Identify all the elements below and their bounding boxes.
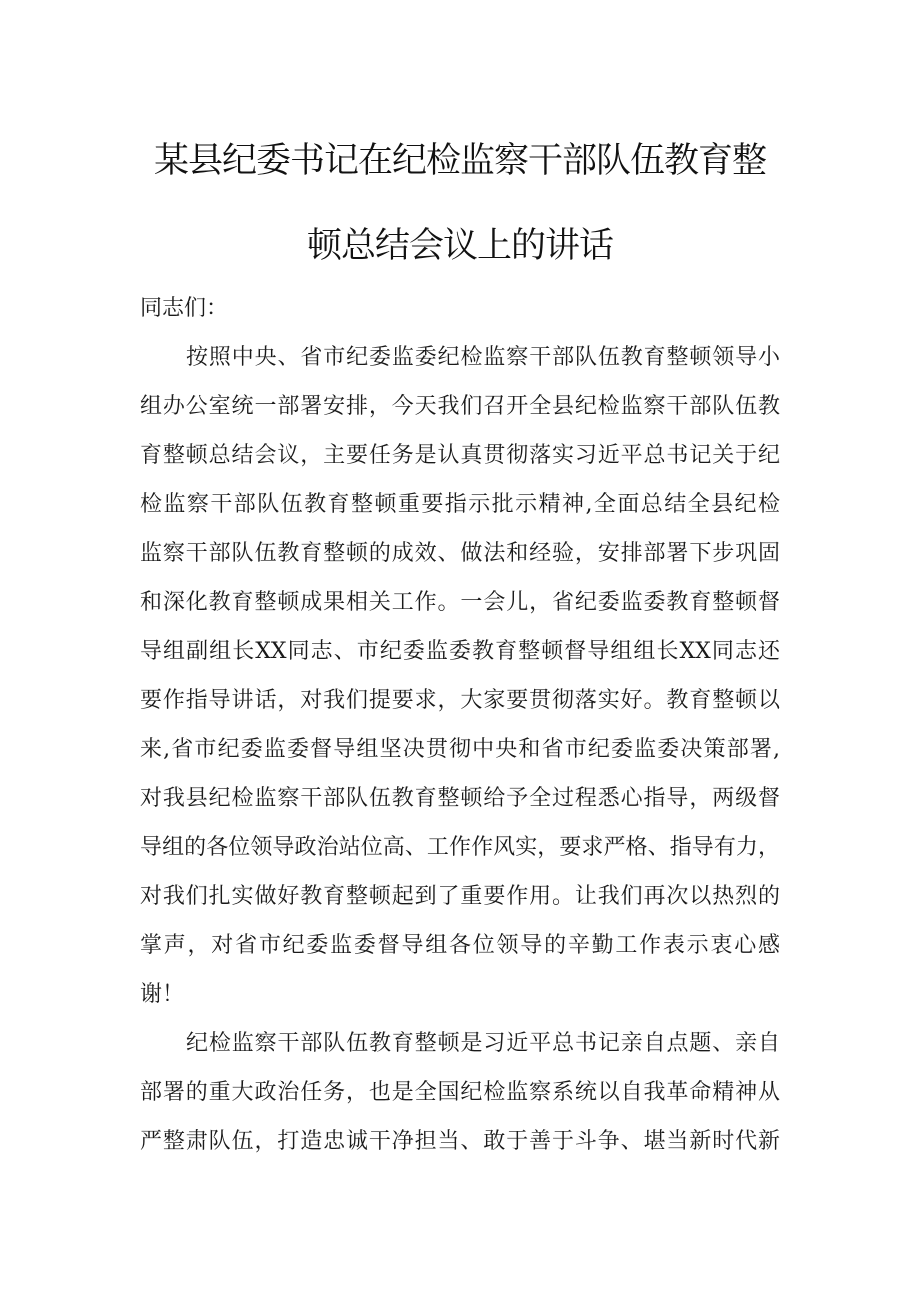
paragraph-line: 对我县纪检监察干部队伍教育整顿给予全过程悉心指导，两级督	[140, 786, 780, 811]
paragraph-line: 部署的重大政治任务，也是全国纪检监察系统以自我革命精神从	[140, 1080, 780, 1105]
paragraph-line: 严整肃队伍，打造忠诚干净担当、敢于善于斗争、堪当新时代新	[140, 1129, 780, 1154]
paragraph-line: 要作指导讲话，对我们提要求，大家要贯彻落实好。教育整顿以	[140, 688, 780, 713]
paragraph-line: 谢！	[140, 982, 185, 1007]
paragraph-line: 和深化教育整顿成果相关工作。一会儿，省纪委监委教育整顿督	[140, 590, 780, 615]
paragraph-line: 组办公室统一部署安排，今天我们召开全县纪检监察干部队伍教	[140, 394, 780, 419]
paragraph-line: 导组的各位领导政治站位高、工作作风实，要求严格、指导有力，	[140, 835, 780, 860]
paragraph-line: 育整顿总结会议，主要任务是认真贯彻落实习近平总书记关于纪	[140, 443, 780, 468]
paragraph-line: 按照中央、省市纪委监委纪检监察干部队伍教育整顿领导小	[186, 345, 780, 370]
salutation: 同志们：	[140, 296, 229, 321]
paragraph-line: 纪检监察干部队伍教育整顿是习近平总书记亲自点题、亲自	[186, 1031, 780, 1056]
paragraph-line: 监察干部队伍教育整顿的成效、做法和经验，安排部署下步巩固	[140, 541, 780, 566]
paragraph-line: 掌声，对省市纪委监委督导组各位领导的辛勤工作表示衷心感	[140, 933, 780, 958]
paragraph-line: 导组副组长XX同志、市纪委监委教育整顿督导组组长XX同志还	[140, 639, 780, 664]
paragraph-line: 来,省市纪委监委督导组坚决贯彻中央和省市纪委监委决策部署,	[140, 737, 780, 762]
paragraph-line: 检监察干部队伍教育整顿重要指示批示精神,全面总结全县纪检	[140, 492, 780, 517]
document-title-line-2: 顿总结会议上的讲话	[306, 226, 613, 266]
document-title-line-1: 某县纪委书记在纪检监察干部队伍教育整	[153, 141, 766, 181]
paragraph-line: 对我们扎实做好教育整顿起到了重要作用。让我们再次以热烈的	[140, 884, 780, 909]
